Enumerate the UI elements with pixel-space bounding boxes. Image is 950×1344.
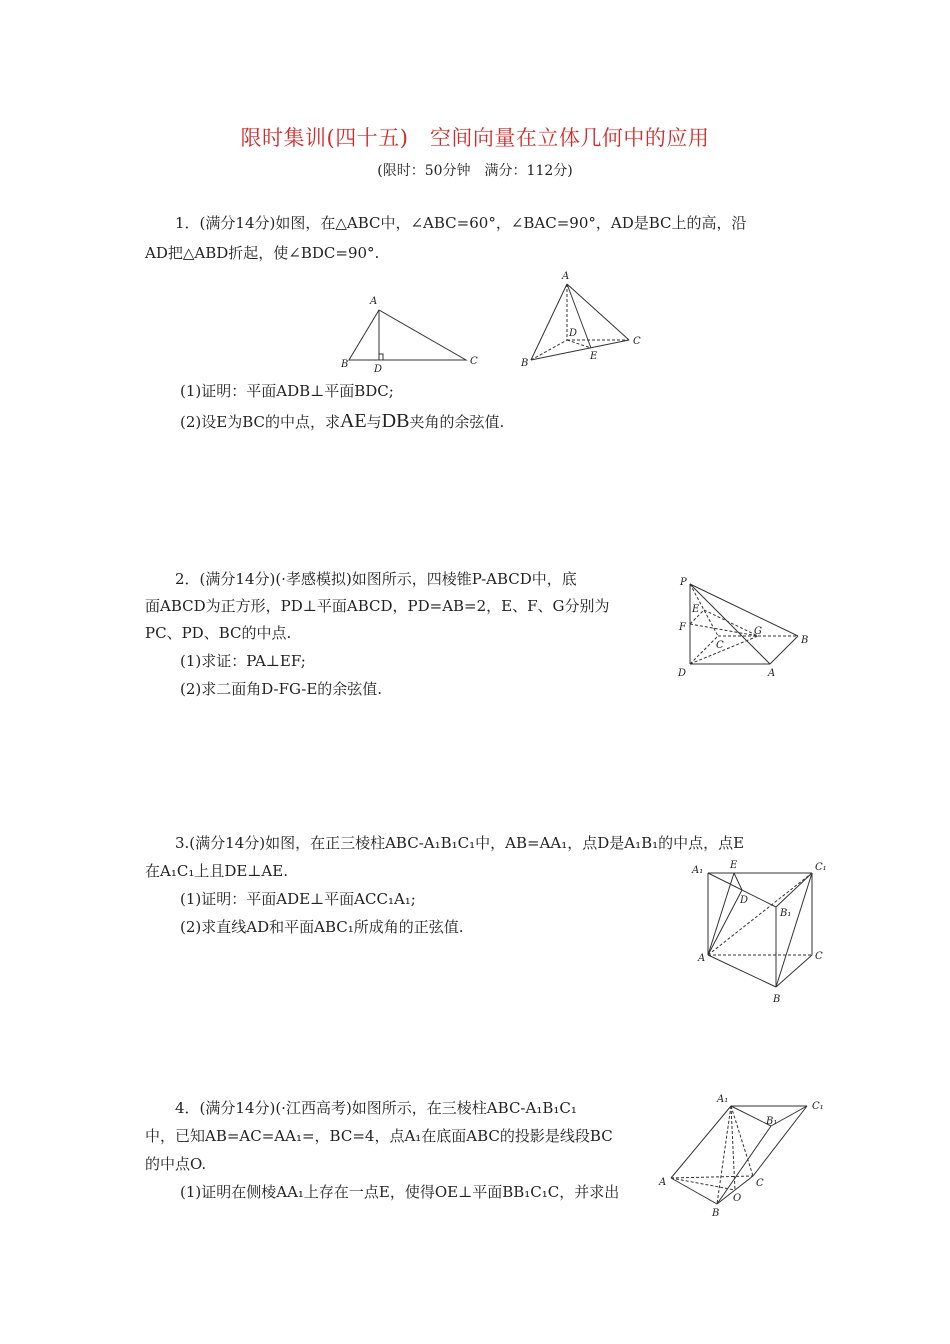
q1-line1: 1．(满分14分)如图，在△ABC中，∠ABC=60°，∠BAC=90°，AD是BC上的高，沿: [175, 214, 747, 232]
fig-label-d: D: [740, 895, 749, 906]
q3-sub1: (1)证明：平面ADE⊥平面ACC₁A₁;: [180, 890, 416, 908]
q3-line2: 在A₁C₁上且DE⊥AE.: [145, 862, 288, 880]
fig-label-b: B: [801, 635, 809, 646]
fig-label-b1: B₁: [780, 908, 792, 919]
fig-label-b: B: [773, 994, 781, 1005]
fig-label-b: B: [712, 1208, 720, 1219]
fig-label-c: C: [756, 1178, 764, 1189]
q3-sub2: (2)求直线AD和平面ABC₁所成角的正弦值.: [180, 918, 464, 936]
q4-figure-prism: [655, 1088, 835, 1223]
fig-label-d: D: [678, 668, 687, 679]
fig-label-g: G: [754, 626, 762, 637]
q4-line3: 的中点O.: [145, 1155, 207, 1173]
q3-line1: 3.(满分14分)如图，在正三棱柱ABC-A₁B₁C₁中，AB=AA₁，点D是A₁B₁的中点，点E: [175, 834, 745, 852]
q1-line2: AD把△ABD折起，使∠BDC=90°.: [145, 244, 380, 262]
fig-label-c: C: [716, 640, 724, 651]
vector-ae: AE: [339, 410, 367, 432]
q4-sub1: (1)证明在侧棱AA₁上存在一点E，使得OE⊥平面BB₁C₁C，并求出: [180, 1183, 620, 1201]
q2-line3: PC、PD、BC的中点.: [145, 624, 292, 642]
fig-label-a1: A₁: [717, 1094, 729, 1105]
fig1-label-c: C: [470, 356, 478, 367]
fig-label-a: A: [768, 668, 776, 679]
fig2-label-d: D: [569, 328, 578, 339]
fig1-label-a: A: [370, 296, 378, 307]
fig-label-c1: C₁: [812, 1101, 824, 1112]
fig-label-p: P: [680, 577, 687, 588]
q2-sub1: (1)求证：PA⊥EF;: [180, 652, 306, 670]
fig1-label-b: B: [341, 359, 349, 370]
vector-db: DB: [381, 410, 410, 432]
fig2-label-c: C: [633, 336, 641, 347]
q2-figure-pyramid: [672, 572, 820, 682]
q2-line2: 面ABCD为正方形，PD⊥平面ABCD，PD=AB=2，E、F、G分别为: [145, 597, 610, 615]
fig-label-a: A: [698, 953, 706, 964]
fig-label-e: E: [730, 860, 738, 871]
fig-label-a: A: [659, 1177, 667, 1188]
q1-figure-folded: [515, 268, 650, 373]
page-title: 限时集训(四十五) 空间向量在立体几何中的应用: [240, 126, 710, 150]
page-subtitle: (限时：50分钟 满分：112分): [377, 163, 573, 179]
q2-line1: 2．(满分14分)(·孝感模拟)如图所示，四棱锥P-ABCD中，底: [175, 570, 577, 588]
fig-label-o: O: [733, 1193, 742, 1204]
fig-label-e: E: [692, 604, 700, 615]
q3-figure-prism: [688, 855, 833, 1010]
fig-label-c1: C₁: [815, 862, 827, 873]
fig-label-a1: A₁: [692, 865, 704, 876]
fig2-label-b: B: [521, 358, 529, 369]
fig-label-c: C: [815, 951, 823, 962]
q1-figure-triangle: [338, 290, 488, 378]
fig2-label-e: E: [590, 351, 598, 362]
q1-sub1: (1)证明：平面ADB⊥平面BDC;: [180, 382, 394, 400]
q1-sub2: (2)设E为BC的中点，求AE与DB夹角的余弦值.: [180, 410, 505, 432]
q4-line1: 4．(满分14分)(·江西高考)如图所示，在三棱柱ABC-A₁B₁C₁: [175, 1099, 577, 1117]
fig-label-f: F: [679, 622, 686, 633]
q4-line2: 中，已知AB=AC=AA₁=，BC=4，点A₁在底面ABC的投影是线段BC: [145, 1127, 613, 1145]
q2-sub2: (2)求二面角D-FG-E的余弦值.: [180, 680, 383, 698]
fig-label-b1: B₁: [766, 1116, 778, 1127]
fig1-label-d: D: [374, 364, 383, 375]
fig2-label-a: A: [562, 271, 570, 282]
